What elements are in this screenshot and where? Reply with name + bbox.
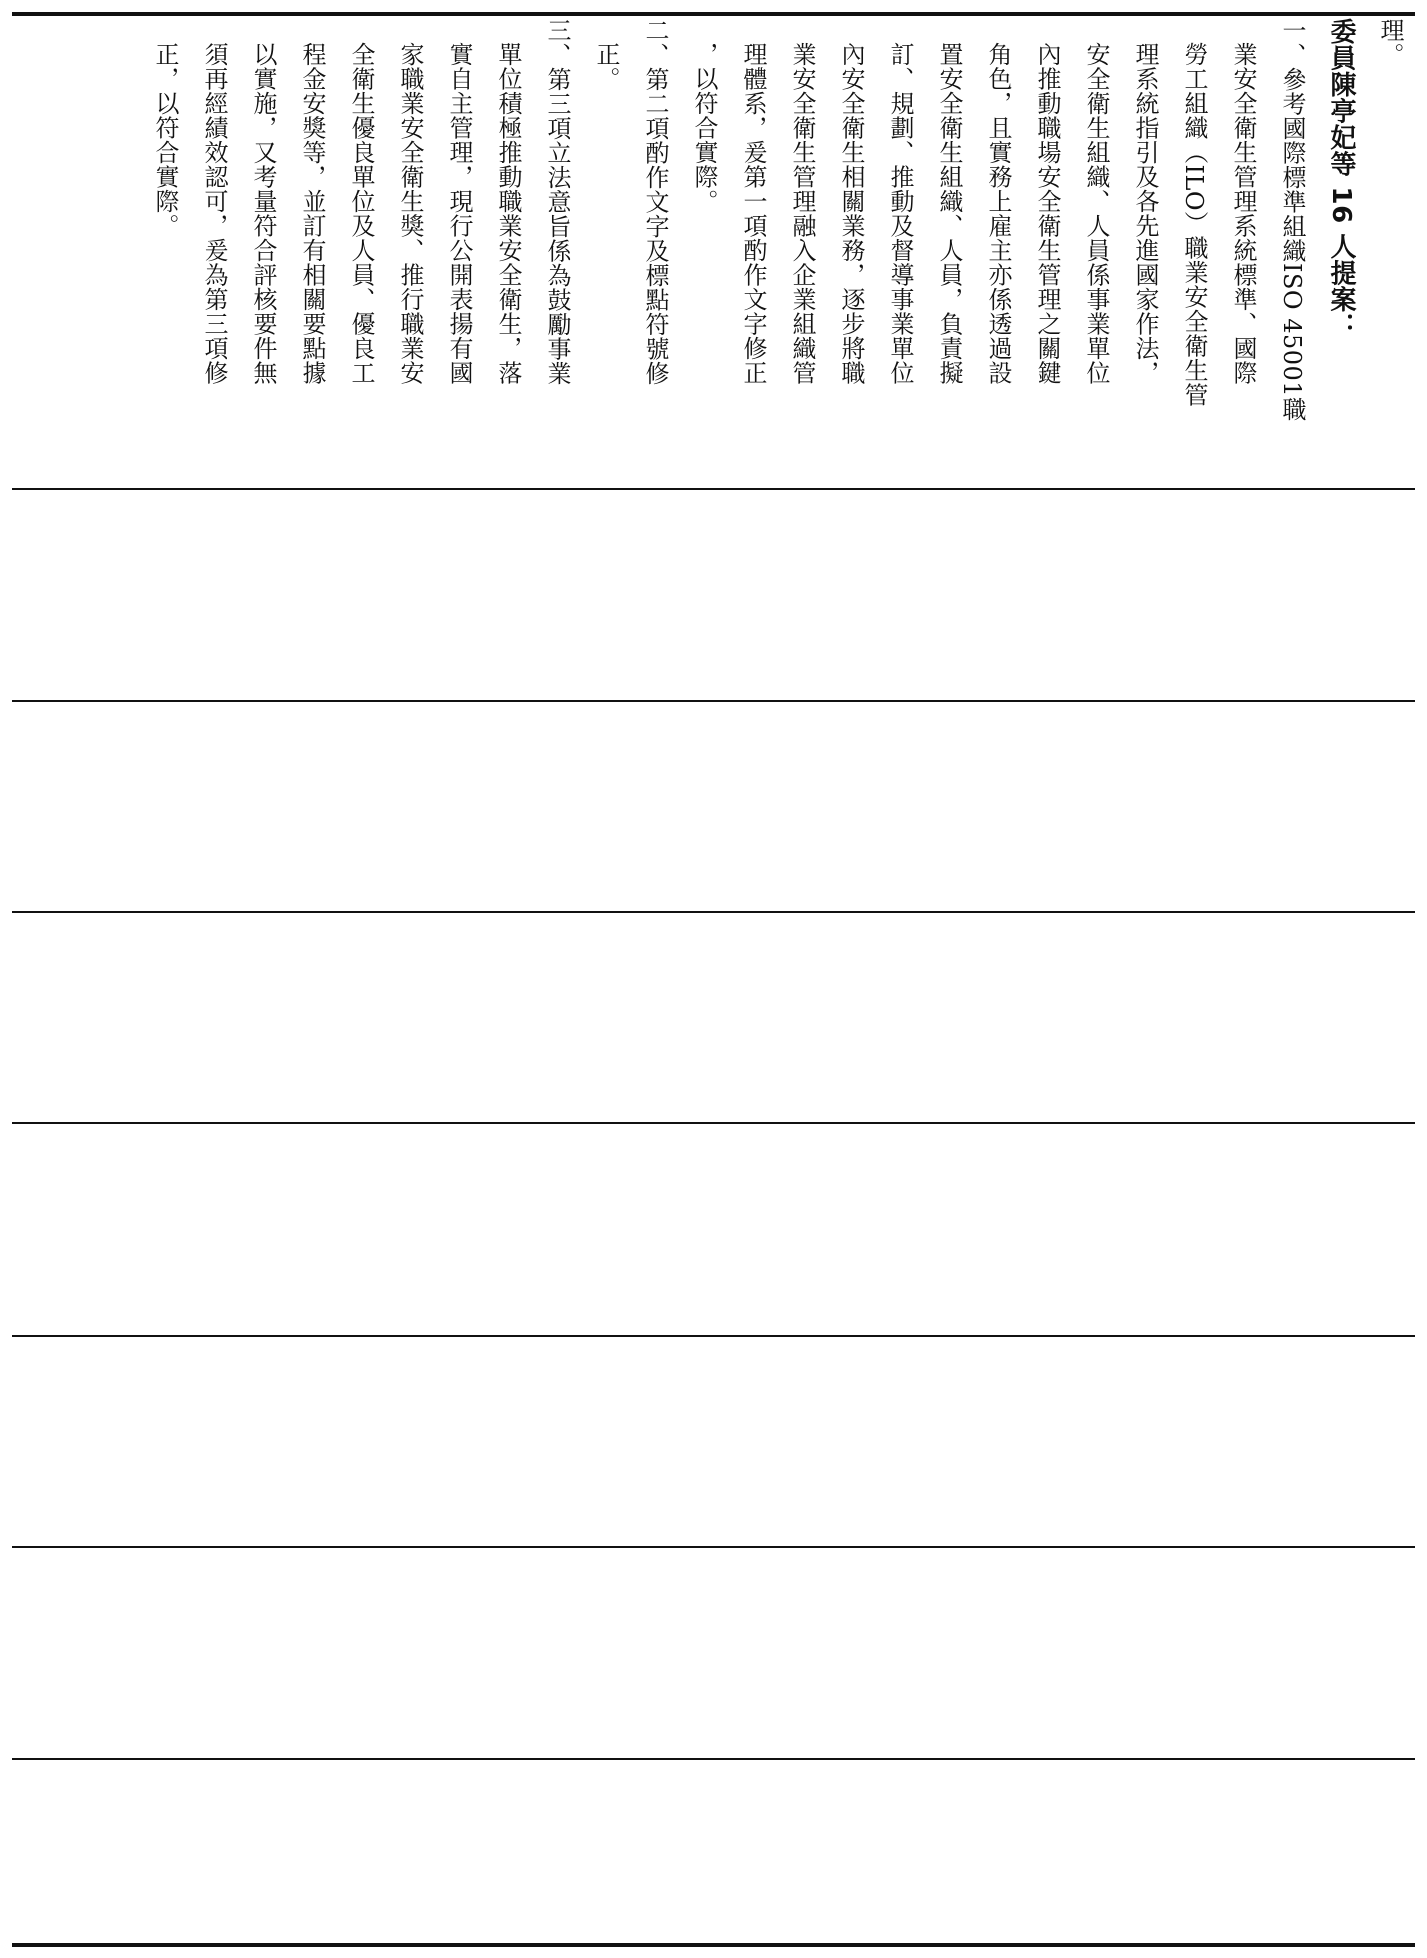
text-line: 須再經績效認可，爰為第三項修	[200, 42, 228, 385]
text-line: 內安全衛生相關業務，逐步將職	[837, 42, 865, 385]
text-line: 正，以符合實際。	[151, 42, 179, 238]
text-line: 訂、規劃、推動及督導事業單位	[886, 42, 914, 385]
text-line: 安全衛生組織、人員係事業單位	[1082, 42, 1110, 385]
text-line: 內推動職場安全衛生管理之關鍵	[1033, 42, 1061, 385]
table-row-divider	[12, 488, 1415, 490]
table-row-divider	[12, 700, 1415, 702]
text-line: 置安全衛生組織、人員，負責擬	[935, 42, 963, 385]
proposal-heading: 委員陳亭妃等 16 人提案：	[1326, 18, 1356, 340]
text-line: 二、第二項酌作文字及標點符號修	[641, 18, 669, 386]
text-line: 理體系，爰第一項酌作文字修正	[739, 42, 767, 385]
table-row-divider	[12, 1335, 1415, 1337]
text-line: 業安全衛生管理系統標準、國際	[1229, 42, 1257, 385]
text-line: 業安全衛生管理融入企業組織管	[788, 42, 816, 385]
table-row-divider	[12, 1122, 1415, 1124]
text-line: 程金安獎等，並訂有相關要點據	[298, 42, 326, 385]
table-top-border	[12, 12, 1415, 16]
table-row-divider	[12, 1546, 1415, 1548]
text-line: 一、參考國際標準組織ISO 45001職	[1278, 18, 1306, 422]
text-line: 家職業安全衛生獎、推行職業安	[396, 42, 424, 385]
text-line: 以實施，又考量符合評核要件無	[249, 42, 277, 385]
text-line: 實自主管理，現行公開表揚有國	[445, 42, 473, 385]
text-line: 理。	[1376, 18, 1404, 67]
text-line: 正。	[592, 42, 620, 91]
text-line: 三、第三項立法意旨係為鼓勵事業	[543, 18, 571, 386]
text-line: 角色，且實務上雇主亦係透過設	[984, 42, 1012, 385]
text-line: 全衛生優良單位及人員、優良工	[347, 42, 375, 385]
text-line: ，以符合實際。	[690, 42, 718, 214]
text-line: 單位積極推動職業安全衛生，落	[494, 42, 522, 385]
table-bottom-border	[12, 1943, 1415, 1947]
table-row-divider	[12, 911, 1415, 913]
table-row-divider	[12, 1758, 1415, 1760]
text-line: 理系統指引及各先進國家作法，	[1131, 42, 1159, 385]
explanation-cell	[24, 18, 1414, 484]
text-line: 勞工組織（ILO）職業安全衛生管	[1180, 42, 1208, 408]
